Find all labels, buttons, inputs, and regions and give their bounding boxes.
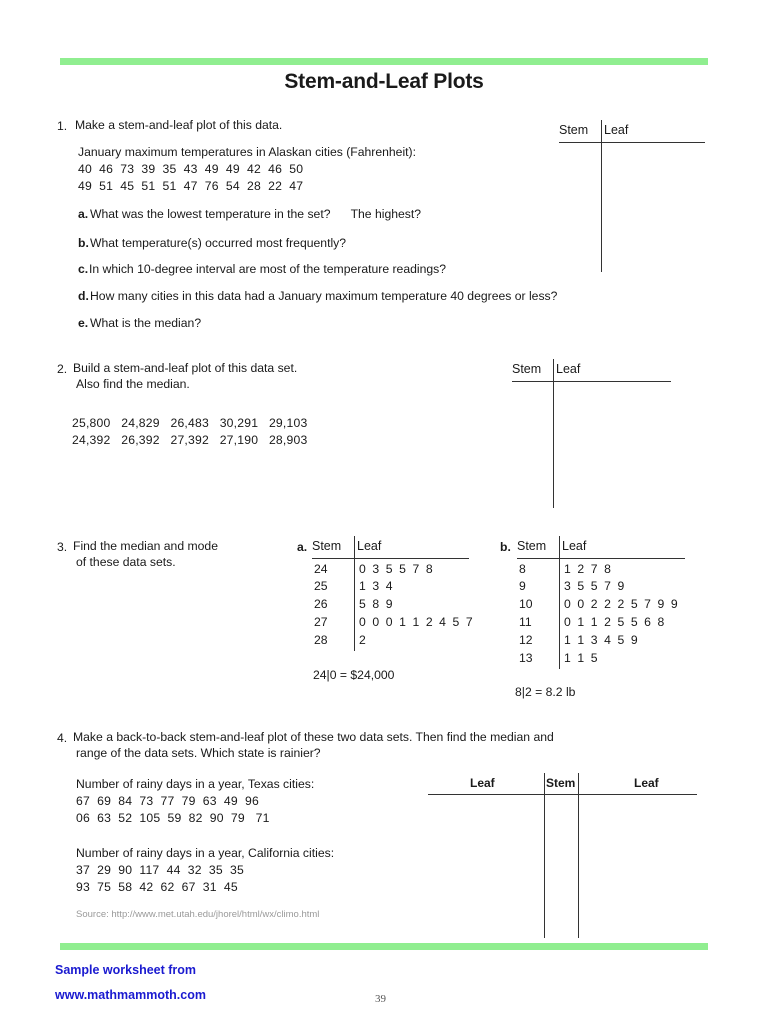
q3-plot-a-stem-2: 26 xyxy=(314,597,328,611)
top-accent-bar xyxy=(60,58,708,65)
q3-plot-b-stem-4: 12 xyxy=(519,633,533,647)
q3-plot-a-stem-4: 28 xyxy=(314,633,328,647)
q2-table-vrule xyxy=(553,359,554,508)
q3-plot-a-hrule xyxy=(312,558,469,559)
page-title: Stem-and-Leaf Plots xyxy=(284,70,484,93)
q2-prompt-line-2: Also find the median. xyxy=(76,377,190,391)
question-2-number: 2. xyxy=(57,362,68,376)
q4-prompt-line-2: range of the data sets. Which state is rainier? xyxy=(76,746,321,760)
q1-data-row-1: 40 46 73 39 35 43 49 49 42 46 50 xyxy=(78,162,304,176)
q3-plot-b-leaf-header: Leaf xyxy=(562,539,587,553)
q4-prompt-line-1: Make a back-to-back stem-and-leaf plot of these two data sets. Then find the median and xyxy=(73,730,554,744)
q3-plot-a-stem-header: Stem xyxy=(312,539,342,553)
q2-stem-header: Stem xyxy=(512,362,542,376)
q1-sub-e-letter: e. xyxy=(78,316,89,330)
q3-plot-a-key: 24|0 = $24,000 xyxy=(313,668,395,682)
q3-plot-a-leaf-header: Leaf xyxy=(357,539,382,553)
q3-plot-b-stem-5: 13 xyxy=(519,651,533,665)
q3-plot-b-stem-3: 11 xyxy=(519,615,532,629)
q4-texas-row-2: 06 63 52 105 59 82 90 79 71 xyxy=(76,811,270,825)
q3-plot-b-leaf-1: 3 5 5 7 9 xyxy=(564,579,626,593)
q3-plot-b-leaf-4: 1 1 3 4 5 9 xyxy=(564,633,640,647)
q1-sub-c-letter: c. xyxy=(78,262,89,276)
question-1-prompt: Make a stem-and-leaf plot of this data. xyxy=(75,118,283,132)
q3-plot-a-stem-0: 24 xyxy=(314,562,328,576)
q4-california-row-1: 37 29 90 117 44 32 35 35 xyxy=(76,863,244,877)
q1-sub-c-text: In which 10-degree interval are most of the temperature readings? xyxy=(89,262,447,276)
q3-prompt-line-2: of these data sets. xyxy=(76,555,176,569)
q3-plot-b-leaf-3: 0 1 1 2 5 5 6 8 xyxy=(564,615,666,629)
q1-data-caption: January maximum temperatures in Alaskan cities (Fahrenheit): xyxy=(78,145,417,159)
q4-leaf-right-header: Leaf xyxy=(634,776,659,790)
q1-leaf-header: Leaf xyxy=(604,123,629,137)
q1-table-vrule xyxy=(601,120,602,272)
q1-sub-b-text: What temperature(s) occurred most frequently? xyxy=(90,236,347,250)
q4-california-caption: Number of rainy days in a year, California cities: xyxy=(76,846,335,860)
q2-data-row-2: 24,392 26,392 27,392 27,190 28,903 xyxy=(72,433,308,447)
q3-plot-b-leaf-0: 1 2 7 8 xyxy=(564,562,613,576)
q3-plot-a-stem-1: 25 xyxy=(314,579,328,593)
q3-plot-b-stem-0: 8 xyxy=(519,562,526,576)
q3-plot-a-leaf-1: 1 3 4 xyxy=(359,579,395,593)
footer-link-url[interactable]: www.mathmammoth.com xyxy=(55,988,206,1002)
q2-prompt-line-1: Build a stem-and-leaf plot of this data set. xyxy=(73,361,298,375)
q1-sub-d-letter: d. xyxy=(78,289,89,303)
q4-texas-row-1: 67 69 84 73 77 79 63 49 96 xyxy=(76,794,259,808)
q3-plot-a-stem-3: 27 xyxy=(314,615,328,629)
bottom-accent-bar xyxy=(60,943,708,950)
q3-plot-b-hrule xyxy=(517,558,685,559)
q1-sub-b-letter: b. xyxy=(78,236,89,250)
q4-leaf-left-header: Leaf xyxy=(470,776,495,790)
q3-plot-b-leaf-2: 0 0 2 2 2 5 7 9 9 xyxy=(564,597,680,611)
q3-plot-b-vrule xyxy=(559,536,560,669)
q3-plot-b-stem-header: Stem xyxy=(517,539,547,553)
q3-plot-a-leaf-4: 2 xyxy=(359,633,368,647)
q3-plot-a-vrule xyxy=(354,536,355,651)
q4-table-vrule-left xyxy=(544,773,545,938)
q3-plot-a-leaf-0: 0 3 5 5 7 8 xyxy=(359,562,435,576)
q4-california-row-2: 93 75 58 42 62 67 31 45 xyxy=(76,880,238,894)
q3-prompt-line-1: Find the median and mode xyxy=(73,539,218,553)
q1-sub-a-letter: a. xyxy=(78,207,89,221)
q4-stem-header: Stem xyxy=(546,776,576,790)
q2-data-row-1: 25,800 24,829 26,483 30,291 29,103 xyxy=(72,416,308,430)
q2-leaf-header: Leaf xyxy=(556,362,581,376)
q1-sub-e-text: What is the median? xyxy=(90,316,202,330)
q1-data-row-2: 49 51 45 51 51 47 76 54 28 22 47 xyxy=(78,179,304,193)
q3-plot-b-leaf-5: 1 1 5 xyxy=(564,651,600,665)
q1-table-hrule xyxy=(559,142,705,143)
footer-line-1: Sample worksheet from xyxy=(55,963,197,977)
q3-plot-a-leaf-3: 0 0 0 1 1 2 4 5 7 xyxy=(359,615,475,629)
q3-plot-a-leaf-2: 5 8 9 xyxy=(359,597,395,611)
q3-plot-b-stem-1: 9 xyxy=(519,579,526,593)
q4-table-vrule-right xyxy=(578,773,579,938)
q3-plot-b-stem-2: 10 xyxy=(519,597,533,611)
question-1-number: 1. xyxy=(57,119,68,133)
q1-sub-d-text: How many cities in this data had a January maximum temperature 40 degrees or less? xyxy=(90,289,558,303)
question-3-number: 3. xyxy=(57,540,68,554)
q4-source-note: Source: http://www.met.utah.edu/jhorel/html/wx/climo.html xyxy=(76,909,320,920)
q1-sub-a-text: What was the lowest temperature in the set? The highest? xyxy=(90,207,422,221)
q1-stem-header: Stem xyxy=(559,123,589,137)
page-number: 39 xyxy=(375,993,386,1005)
q4-texas-caption: Number of rainy days in a year, Texas cities: xyxy=(76,777,315,791)
q2-table-hrule xyxy=(512,381,671,382)
question-4-number: 4. xyxy=(57,731,68,745)
q3-plot-b-letter: b. xyxy=(500,540,511,554)
q3-plot-a-letter: a. xyxy=(297,540,308,554)
q4-table-hrule xyxy=(428,794,697,795)
q3-plot-b-key: 8|2 = 8.2 lb xyxy=(515,685,576,699)
